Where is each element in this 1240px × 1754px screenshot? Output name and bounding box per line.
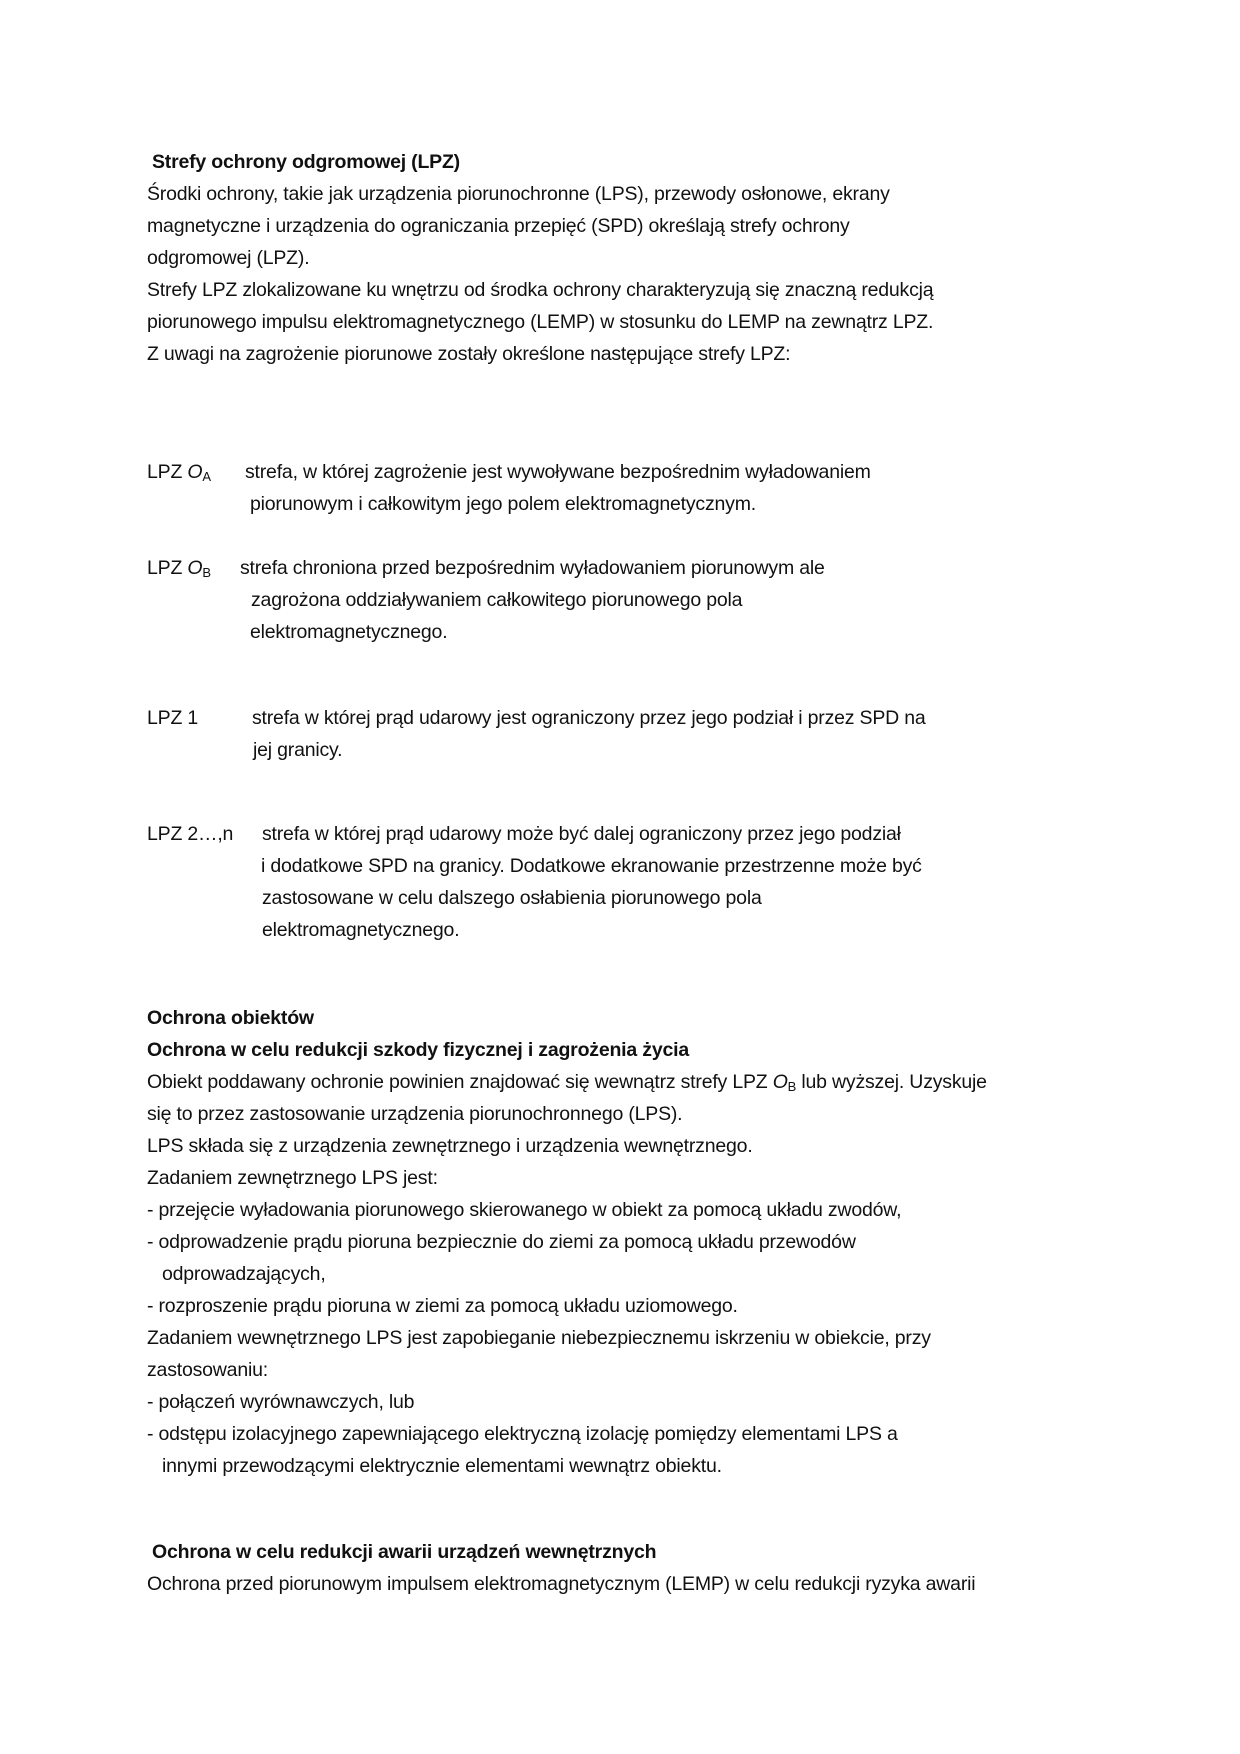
zone-description-line: zagrożona oddziaływaniem całkowitego piorunowego pola — [251, 589, 743, 611]
list-item: - połączeń wyrównawczych, lub — [147, 1391, 415, 1413]
section-heading-lpz: Strefy ochrony odgromowej (LPZ) — [152, 151, 460, 173]
zone-description-line: strefa w której prąd udarowy może być dalej ograniczony przez jego podział — [262, 823, 901, 845]
paragraph-line: się to przez zastosowanie urządzenia piorunochronnego (LPS). — [147, 1103, 683, 1125]
paragraph-line: odgromowej (LPZ). — [147, 247, 310, 269]
list-item-continuation: innymi przewodzącymi elektrycznie elementami wewnątrz obiektu. — [162, 1455, 722, 1477]
zone-description-line: piorunowym i całkowitym jego polem elektromagnetycznym. — [250, 493, 756, 515]
zone-code-lpz-1: LPZ 1 — [147, 707, 199, 729]
paragraph-line: magnetyczne i urządzenia do ograniczania przepięć (SPD) określają strefy ochrony — [147, 215, 850, 237]
paragraph-line: Z uwagi na zagrożenie piorunowe zostały określone następujące strefy LPZ: — [147, 343, 791, 365]
paragraph-line: Ochrona przed piorunowym impulsem elektromagnetycznym (LEMP) w celu redukcji ryzyka awarii — [147, 1573, 976, 1595]
list-item: - przejęcie wyładowania piorunowego skierowanego w obiekt za pomocą układu zwodów, — [147, 1199, 902, 1221]
zone-description-line: elektromagnetycznego. — [262, 919, 460, 941]
zone-description-line: strefa, w której zagrożenie jest wywoływane bezpośrednim wyładowaniem — [245, 461, 871, 483]
paragraph-line: Zadaniem zewnętrznego LPS jest: — [147, 1167, 438, 1189]
zone-description-line: elektromagnetycznego. — [250, 621, 448, 643]
zone-description-line: zastosowane w celu dalszego osłabienia piorunowego pola — [262, 887, 762, 909]
zone-description-line: strefa chroniona przed bezpośrednim wyładowaniem piorunowym ale — [240, 557, 825, 579]
zone-description-line: i dodatkowe SPD na granicy. Dodatkowe ekranowanie przestrzenne może być — [261, 855, 922, 877]
zone-code-lpz-0a: LPZ $O_A$ — [147, 461, 211, 484]
paragraph-line: LPS składa się z urządzenia zewnętrznego i urządzenia wewnętrznego. — [147, 1135, 753, 1157]
list-item-continuation: odprowadzających, — [162, 1263, 326, 1285]
section-heading-awarie: Ochrona w celu redukcji awarii urządzeń wewnętrznych — [152, 1541, 657, 1563]
zone-description-line: jej granicy. — [253, 739, 343, 761]
zone-description-line: strefa w której prąd udarowy jest ograniczony przez jego podział i przez SPD na — [252, 707, 926, 729]
zone-code-lpz-0b: LPZ $O_B$ — [147, 557, 211, 580]
section-heading-ochrona-obiektow: Ochrona obiektów — [147, 1007, 314, 1029]
paragraph-line: Strefy LPZ zlokalizowane ku wnętrzu od środka ochrony charakteryzują się znaczną redukcją — [147, 279, 934, 301]
paragraph-line: Obiekt poddawany ochronie powinien znajdować się wewnątrz strefy LPZ $O_B$ lub wyższej. Uzyskuje — [147, 1071, 987, 1094]
paragraph-line: Zadaniem wewnętrznego LPS jest zapobieganie niebezpiecznemu iskrzeniu w obiekcie, przy — [147, 1327, 931, 1349]
paragraph-line: piorunowego impulsu elektromagnetycznego (LEMP) w stosunku do LEMP na zewnątrz LPZ. — [147, 311, 934, 333]
list-item: - rozproszenie prądu pioruna w ziemi za pomocą układu uziomowego. — [147, 1295, 738, 1317]
list-item: - odprowadzenie prądu pioruna bezpiecznie do ziemi za pomocą układu przewodów — [147, 1231, 856, 1253]
list-item: - odstępu izolacyjnego zapewniającego elektryczną izolację pomiędzy elementami LPS a — [147, 1423, 898, 1445]
subsection-heading: Ochrona w celu redukcji szkody fizycznej i zagrożenia życia — [147, 1039, 689, 1061]
paragraph-line: Środki ochrony, takie jak urządzenia piorunochronne (LPS), przewody osłonowe, ekrany — [147, 183, 890, 205]
paragraph-line: zastosowaniu: — [147, 1359, 268, 1381]
zone-code-lpz-2n: LPZ 2…,n — [147, 823, 234, 845]
